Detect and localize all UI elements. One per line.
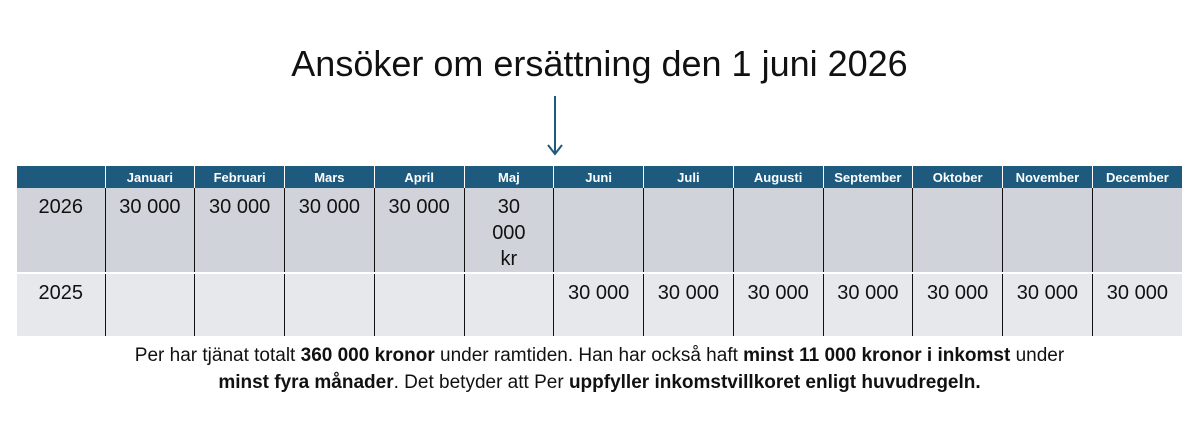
income-cell bbox=[644, 188, 734, 273]
summary-min-months: minst fyra månader bbox=[218, 372, 394, 393]
header-month: Oktober bbox=[913, 166, 1003, 188]
income-table bbox=[17, 166, 1182, 336]
income-cell: 30 000 kr bbox=[464, 188, 554, 273]
header-month: Maj bbox=[464, 166, 554, 188]
income-cell bbox=[823, 188, 913, 273]
income-cell bbox=[464, 273, 554, 336]
header-month: Juni bbox=[554, 166, 644, 188]
income-cell: 30 000 bbox=[823, 273, 913, 336]
header-month: December bbox=[1092, 166, 1182, 188]
header-month: Juli bbox=[644, 166, 734, 188]
income-cell bbox=[285, 273, 375, 336]
summary-text-part: under bbox=[1010, 345, 1065, 366]
income-cell bbox=[554, 188, 644, 273]
income-cell bbox=[195, 273, 285, 336]
income-cell: 30 000 bbox=[1003, 273, 1093, 336]
header-month: Augusti bbox=[733, 166, 823, 188]
income-cell bbox=[733, 188, 823, 273]
income-cell: 30 000 bbox=[195, 188, 285, 273]
summary-text-part: under ramtiden. Han har också haft bbox=[434, 345, 744, 366]
income-cell bbox=[105, 273, 195, 336]
row-year-label: 2026 bbox=[17, 188, 105, 273]
income-cell: 30 000 bbox=[285, 188, 375, 273]
header-corner bbox=[17, 166, 105, 188]
header-month: September bbox=[823, 166, 913, 188]
header-month: November bbox=[1003, 166, 1093, 188]
summary-min-income: minst 11 000 kronor i inkomst bbox=[743, 345, 1011, 366]
down-arrow-icon bbox=[545, 96, 565, 158]
header-month: April bbox=[374, 166, 464, 188]
income-cell: 30 000 bbox=[554, 273, 644, 336]
table-row-2025 bbox=[17, 273, 1182, 336]
header-month: Februari bbox=[195, 166, 285, 188]
month-header-row bbox=[17, 166, 1182, 188]
summary-total-income: 360 000 kronor bbox=[300, 345, 435, 366]
summary-conclusion: uppfyller inkomstvillkoret enligt huvudregeln. bbox=[568, 372, 981, 393]
income-cell: 30 000 bbox=[733, 273, 823, 336]
income-cell bbox=[1092, 188, 1182, 273]
header-month: Mars bbox=[285, 166, 375, 188]
income-cell bbox=[374, 273, 464, 336]
header-month: Januari bbox=[105, 166, 195, 188]
income-cell: 30 000 bbox=[105, 188, 195, 273]
income-cell: 30 000 bbox=[374, 188, 464, 273]
summary-text-part: Per har tjänat totalt bbox=[134, 345, 301, 366]
summary-text bbox=[0, 342, 1199, 396]
table-row-2026 bbox=[17, 188, 1182, 273]
income-cell: 30 000 bbox=[644, 273, 734, 336]
income-cell: 30 000 bbox=[1092, 273, 1182, 336]
income-cell bbox=[913, 188, 1003, 273]
income-cell: 30 000 bbox=[913, 273, 1003, 336]
row-year-label: 2025 bbox=[17, 273, 105, 336]
page-title: Ansöker om ersättning den 1 juni 2026 bbox=[291, 43, 908, 84]
income-cell bbox=[1003, 188, 1093, 273]
summary-text-part: . Det betyder att Per bbox=[393, 372, 569, 393]
